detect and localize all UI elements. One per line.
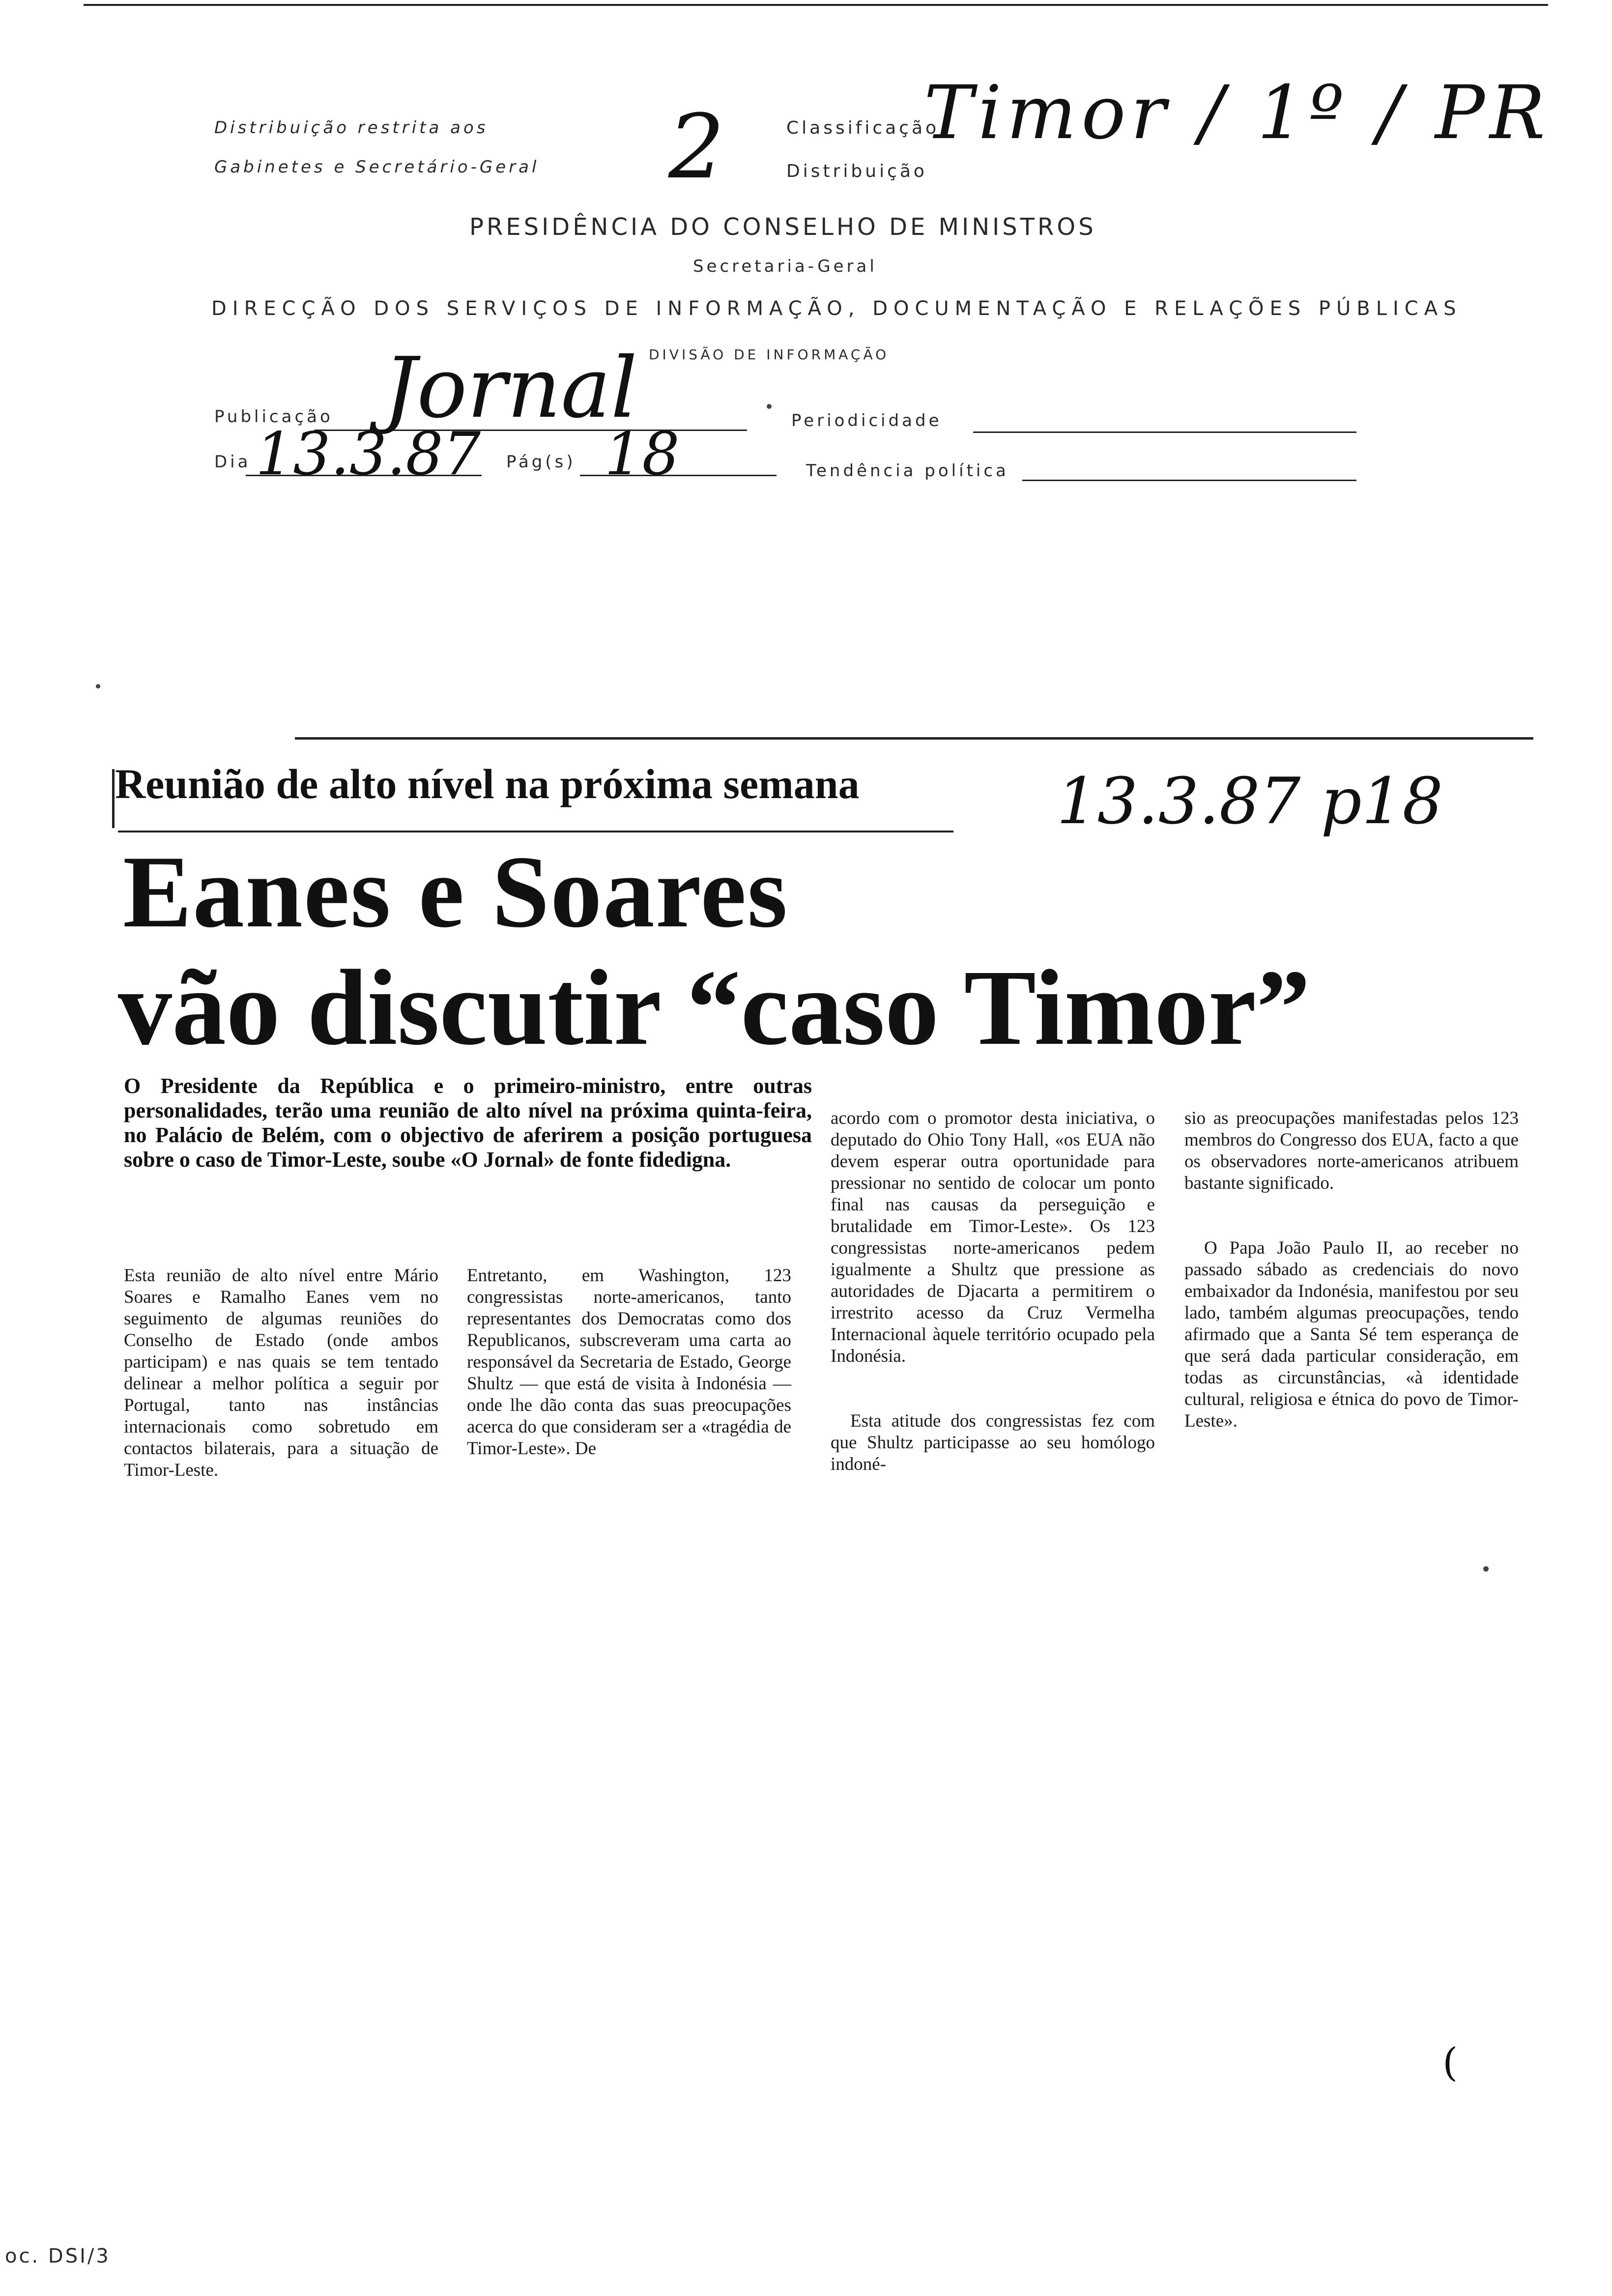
scan-speck bbox=[96, 684, 100, 689]
tendencia-label: Tendência política bbox=[806, 461, 1009, 481]
periodicidade-label: Periodicidade bbox=[791, 411, 942, 430]
column-4-paragraph-1: sio as preocupações manifestadas pelos 123 membros do Congresso dos EUA, facto a que os observadores norte-americanos atribuem bastante significado. bbox=[1184, 1108, 1519, 1193]
column-2-paragraph: Entretanto, em Washington, 123 congressistas norte-americanos, tanto representantes dos Democratas como dos Republicanos, subscreveram uma carta ao responsável da Secretaria de Estado, George Shultz — que está de visita à Indonésia — onde lhe dão conta das suas preocupações acerca do que consideram ser a «tragédia de Timor-Leste». De bbox=[467, 1265, 791, 1459]
article-column-4 bbox=[1184, 1086, 1519, 1475]
distribution-line-2: Gabinetes e Secretário-Geral bbox=[214, 157, 540, 177]
article-column-3 bbox=[831, 1086, 1155, 1519]
column-4-paragraph-2: O Papa João Paulo II, ao receber no passado sábado as credenciais do novo embaixador da Indonésia, manifestou por seu lado, também algumas preocupações, tendo afirmado que a Santa Sé tem esperança de que será dada particular consideração, em todas as circunstâncias, «à identidade cultural, religiosa e étnica do povo de Timor-Leste». bbox=[1184, 1238, 1519, 1431]
periodicidade-underline bbox=[973, 431, 1356, 433]
scan-speck bbox=[767, 404, 772, 409]
presidencia-heading: PRESIDÊNCIA DO CONSELHO DE MINISTROS bbox=[469, 213, 1096, 241]
article-top-rule bbox=[295, 737, 1533, 740]
column-1-paragraph: Esta reunião de alto nível entre Mário Soares e Ramalho Eanes vem no seguimento de algumas reuniões do Conselho de Estado (onde ambos participam) e nas quais se tem tentado delinear a melhor política a seguir por Portugal, tanto nas instâncias internacionais como sobretudo em contactos bilaterais, para a situação de Timor-Leste. bbox=[124, 1265, 438, 1480]
column-3-paragraph-2: Esta atitude dos congressistas fez com que Shultz participasse ao seu homólogo indoné- bbox=[831, 1411, 1155, 1474]
article-column-1 bbox=[124, 1243, 438, 1524]
secretaria-heading: Secretaria-Geral bbox=[693, 257, 877, 276]
kicker-underline bbox=[118, 831, 953, 832]
publicacao-label: Publicação bbox=[214, 407, 333, 427]
handwritten-dia: 13.3.87 bbox=[256, 420, 481, 488]
article-kicker: Reunião de alto nível na próxima semana bbox=[115, 760, 860, 807]
headline-line-2: vão discutir “caso Timor” bbox=[118, 947, 1311, 1067]
article-lead: O Presidente da República e o primeiro-ministro, entre outras personalidades, terão uma reunião de alto nível na próxima quinta-feira, no Palácio de Belém, com o objectivo de aferirem a posição portuguesa sobre o caso de Timor-Leste, soube «O Jornal» de fonte fidedigna. bbox=[124, 1074, 812, 1172]
direccao-heading: DIRECÇÃO DOS SERVIÇOS DE INFORMAÇÃO, DOCUMENTAÇÃO E RELAÇÕES PÚBLICAS bbox=[211, 297, 1462, 320]
divisao-heading: DIVISÃO DE INFORMAÇÃO bbox=[649, 346, 890, 363]
scan-speck bbox=[1483, 1566, 1489, 1572]
pags-label: Pág(s) bbox=[506, 452, 576, 472]
handwritten-distribution-number: 2 bbox=[668, 96, 725, 199]
margin-mark: ( bbox=[1442, 2039, 1458, 2085]
handwritten-publicacao: Jornal bbox=[383, 340, 637, 437]
distribution-line-1: Distribuição restrita aos bbox=[214, 118, 489, 138]
handwritten-date-note: 13.3.87 p18 bbox=[1057, 764, 1443, 838]
classificacao-label: Classificação bbox=[786, 118, 940, 138]
top-border-line bbox=[84, 4, 1548, 6]
article-column-2 bbox=[467, 1243, 791, 1503]
column-3-paragraph-1: acordo com o promotor desta iniciativa, o deputado do Ohio Tony Hall, «os EUA não devem esperar outra oportunidade para pressionar no sentido de colocar um ponto final nas causas da perseguição e brutalidade em Timor-Leste». Os 123 congressistas norte-americanos pedem igualmente a Shultz que pressione as autoridades de Djacarta a permitirem o irrestrito acesso da Cruz Vermelha Internacional àquele território ocupado pela Indonésia. bbox=[831, 1108, 1155, 1366]
dia-label: Dia bbox=[214, 452, 251, 472]
kicker-side-rule bbox=[112, 769, 115, 828]
headline-line-1: Eanes e Soares bbox=[123, 835, 789, 949]
distribuicao-label: Distribuição bbox=[786, 161, 927, 181]
handwritten-pags: 18 bbox=[604, 420, 680, 488]
document-code: oc. DSI/3 bbox=[5, 2245, 111, 2267]
tendencia-underline bbox=[1022, 480, 1356, 481]
handwritten-classification: Timor / 1º / PR bbox=[924, 70, 1550, 156]
